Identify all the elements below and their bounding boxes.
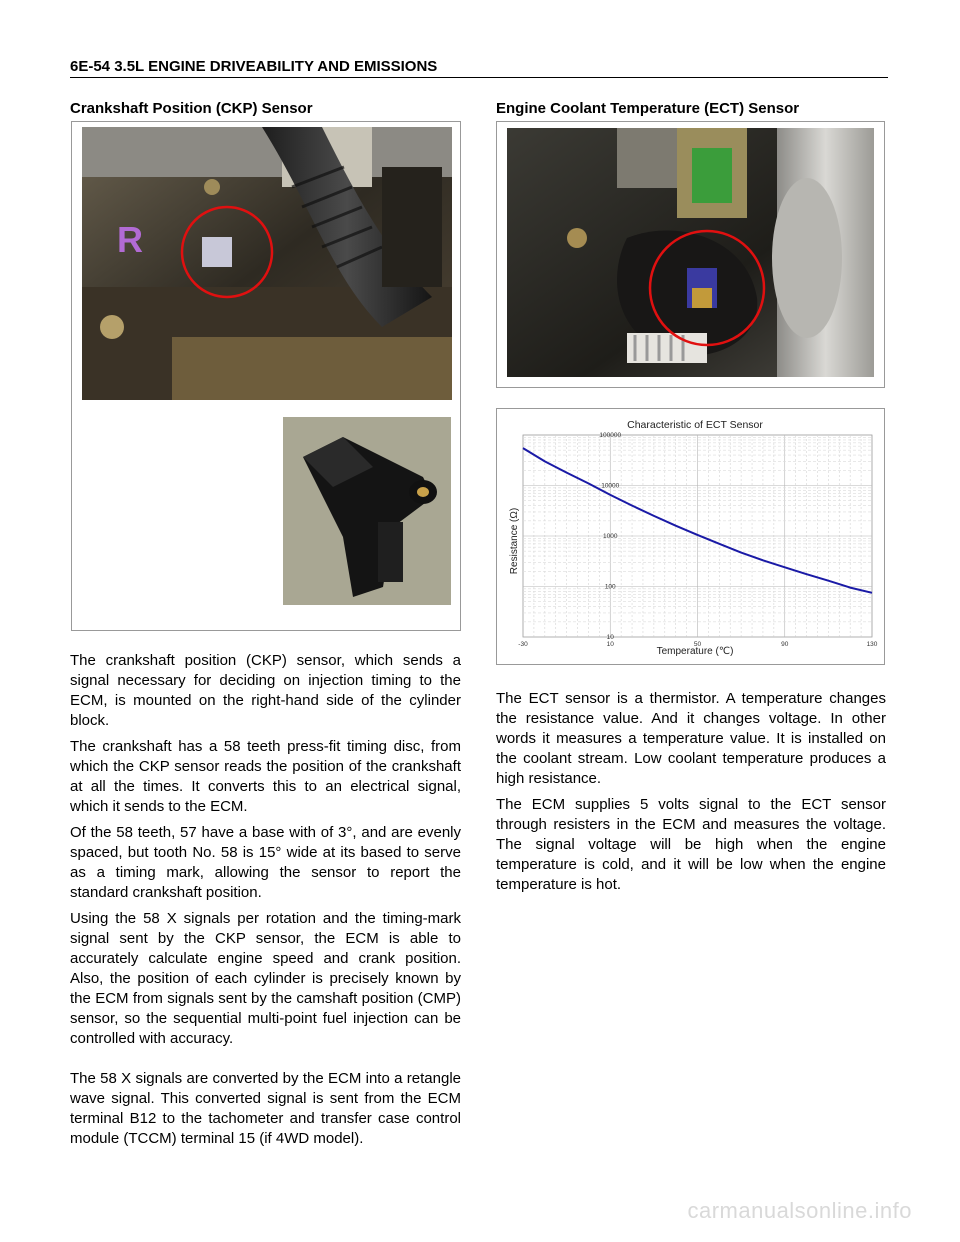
chart-y-tick-label: 1000 xyxy=(603,533,618,540)
page-header: 6E-54 3.5L ENGINE DRIVEABILITY AND EMISSIONS xyxy=(70,58,888,78)
chart-title: Characteristic of ECT Sensor xyxy=(627,419,763,431)
ckp-paragraph-1: The crankshaft position (CKP) sensor, which sends a signal necessary for deciding on injection timing to the ECM, is mounted on the right-hand side of the cylinder block. xyxy=(70,652,461,729)
chart-y-tick-label: 10 xyxy=(606,634,614,641)
ect-section-title: Engine Coolant Temperature (ECT) Sensor xyxy=(496,100,800,117)
ect-photo-frame xyxy=(496,121,885,388)
chart-x-axis-label: Temperature (℃) xyxy=(656,646,734,657)
chart-y-axis-label: Resistance (Ω) xyxy=(509,507,520,575)
ect-chart-frame xyxy=(496,408,885,665)
ckp-photo-marker-label: R xyxy=(117,219,143,260)
ckp-paragraph-2: The crankshaft has a 58 teeth press-fit timing disc, from which the CKP sensor reads the position of the crankshaft at all the times. It converts this to an electrical signal, which it sends to the ECM. xyxy=(70,738,461,815)
ect-paragraph-2: The ECM supplies 5 volts signal to the ECT sensor through resisters in the ECM and measures the voltage. The signal voltage will be high when the engine temperature is cold, and it will be low when the engine temperature is hot. xyxy=(496,796,886,893)
chart-y-tick-label: 10000 xyxy=(601,482,620,490)
ckp-paragraph-4: Using the 58 X signals per rotation and the timing-mark signal sent by the CKP sensor, the ECM is able to accurately calculate engine speed and crank position. Also, the position of each cylinder is precisely known by the ECM from signals sent by the camshaft position (CMP) sensor, so the sequential multi-point fuel injection can be controlled with accuracy. xyxy=(70,910,461,1047)
ect-paragraph-1: The ECT sensor is a thermistor. A temperature changes the resistance value. And it changes voltage. In other words it measures a temperature value. It is installed on the coolant stream. Low coolant temperature produces a high resistance. xyxy=(496,690,886,787)
chart-x-tick-label: -30 xyxy=(518,641,528,648)
chart-y-tick-label: 100000 xyxy=(599,432,622,439)
ect-description xyxy=(496,689,886,901)
ckp-paragraph-3: Of the 58 teeth, 57 have a base with of 3°, and are evenly spaced, but tooth No. 58 is 15° wide at its based to serve as a timing mark, allowing the sensor to report the standard crankshaft position. xyxy=(70,824,461,901)
chart-grid xyxy=(523,435,872,637)
chart-x-tick-label: 50 xyxy=(693,641,702,648)
ckp-paragraph-5: The 58 X signals are converted by the ECM into a retangle wave signal. This converted signal is sent from the ECM terminal B12 to the tachometer and transfer case control module (TCCM) terminal 15 (if 4WD model). xyxy=(70,1070,461,1147)
ckp-sensor-illustration xyxy=(283,417,451,605)
ect-characteristic-chart xyxy=(497,409,884,664)
ckp-section-title: Crankshaft Position (CKP) Sensor xyxy=(70,100,313,117)
ect-engine-photo xyxy=(507,128,874,377)
watermark: carmanualsonline.info xyxy=(687,1198,912,1223)
ckp-sensor-photo xyxy=(283,417,451,605)
ckp-engine-photo xyxy=(82,127,452,400)
chart-x-tick-label: 10 xyxy=(606,641,614,648)
ckp-engine-photo-illustration xyxy=(82,127,452,400)
ckp-figure-frame xyxy=(71,121,461,631)
chart-x-tick-label: 130 xyxy=(866,641,878,648)
ect-engine-photo-illustration xyxy=(507,128,874,377)
chart-y-tick-label: 100 xyxy=(604,583,616,591)
ckp-description xyxy=(70,651,461,1155)
chart-x-tick-label: 90 xyxy=(781,641,789,648)
